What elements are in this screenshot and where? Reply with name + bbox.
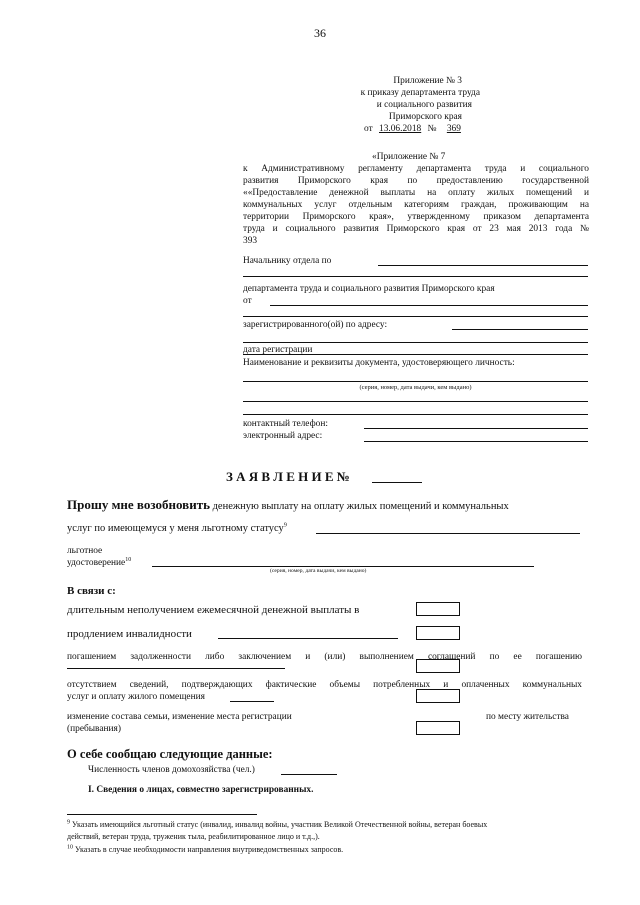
footnote-9-marker: 9 — [67, 819, 70, 826]
from-field-label: от — [243, 296, 252, 306]
reason-5-label-b: (пребывания) — [67, 724, 121, 734]
page-number: 36 — [314, 26, 326, 40]
certificate-label-2 — [67, 557, 131, 569]
from-label: от — [364, 124, 373, 134]
id-document-field-3[interactable] — [243, 414, 588, 415]
certificate-word: удостоверение — [67, 558, 126, 568]
appendix-title: Приложение № 3 — [393, 76, 462, 86]
email-label: электронный адрес: — [243, 431, 323, 441]
order-date: 13.06.2018 — [379, 124, 422, 134]
reason-1-label: длительным неполучением ежемесячной денежной выплаты в — [67, 604, 360, 616]
reason-2-field[interactable] — [218, 638, 398, 639]
reason-5-label-a: изменение состава семьи, изменение места регистрации — [67, 712, 292, 722]
applicant-name-field-2[interactable] — [243, 316, 588, 317]
head-of-department-field-2[interactable] — [243, 276, 588, 277]
footnote-9-text: Указать имеющийся льготный статус (инвалид, инвалид войны, участник Великой Отечественной войны, ветеран боевых — [70, 820, 488, 829]
reason-4-label-b: услуг и оплату жилого помещения — [67, 692, 205, 702]
reason-2-label: продлением инвалидности — [67, 628, 192, 640]
footnote-10-text: Указать в случае необходимости направления внутриведомственных запросов. — [73, 845, 344, 854]
request-lead: Прошу мне возобновить — [67, 497, 210, 512]
regulation-line-3: ««Предоставление денежной выплаты на оплату жилых помещений и — [243, 188, 589, 198]
registration-date-label: дата регистрации — [243, 345, 313, 355]
household-field[interactable] — [281, 774, 337, 775]
reason-5-checkbox[interactable] — [416, 721, 460, 735]
footnote-10-marker: 10 — [67, 844, 73, 851]
reason-4-label-a: отсутствием сведений, подтверждающих фактические объемы потребленных и оплаченных коммунальных — [67, 680, 582, 690]
registered-address-field[interactable] — [452, 329, 588, 330]
request-line-2 — [67, 522, 287, 536]
phone-label: контактный телефон: — [243, 419, 328, 429]
about-heading: О себе сообщаю следующие данные: — [67, 747, 273, 761]
regulation-line-4: коммунальных услуг отдельным категориям граждан, проживающим на — [243, 200, 589, 210]
reason-5-label-c: по месту жительства — [486, 712, 569, 722]
reason-4-field[interactable] — [230, 701, 274, 702]
benefit-status-field[interactable] — [316, 533, 580, 534]
email-field[interactable] — [364, 441, 588, 442]
order-number: 369 — [446, 124, 461, 134]
footnote-ref-10: 10 — [125, 556, 132, 563]
document-title: З А Я В Л Е Н И Е № — [226, 469, 350, 484]
certificate-field[interactable] — [152, 566, 534, 567]
appendix7-title: «Приложение № 7 — [372, 152, 446, 162]
benefit-status-label: услуг по имеющемуся у меня льготному статусу — [67, 523, 284, 534]
id-document-field-2[interactable] — [243, 401, 588, 402]
id-document-hint: (серия, номер, дата выдачи, кем выдано) — [359, 384, 472, 391]
phone-field[interactable] — [364, 428, 588, 429]
reason-4-checkbox[interactable] — [416, 689, 460, 703]
certificate-hint: (серия, номер, дата выдачи, кем выдано) — [270, 568, 367, 574]
registration-date-field[interactable] — [243, 354, 588, 355]
reason-3-label: погашением задолженности либо заключением и (или) выполнением соглашений по ее погашению — [67, 652, 582, 662]
reason-2-checkbox[interactable] — [416, 626, 460, 640]
regulation-line-7: 393 — [243, 236, 258, 246]
regulation-line-2: развития Приморского края по предоставлению государственной — [243, 176, 589, 186]
certificate-label-1: льготное — [67, 546, 103, 556]
id-document-field[interactable] — [243, 381, 588, 382]
footnote-10 — [67, 845, 343, 855]
reasons-heading: В связи с: — [67, 585, 116, 597]
application-number-field[interactable] — [372, 482, 422, 483]
regulation-line-6: труда и социального развития Приморского края от 23 мая 2013 года № — [243, 224, 589, 234]
head-of-department-field[interactable] — [378, 265, 588, 266]
registered-address-label: зарегистрированного(ой) по адресу: — [243, 320, 388, 330]
department-label: департамента труда и социального развития Приморского края — [243, 284, 495, 294]
footnote-divider — [67, 814, 257, 815]
head-of-department-label: Начальнику отдела по — [243, 256, 332, 266]
household-label: Численность членов домохозяйства (чел.) — [88, 765, 255, 775]
regulation-line-1: к Административному регламенту департамента труда и социального — [243, 164, 589, 174]
appendix-date-line — [364, 123, 461, 135]
request-rest: денежную выплату на оплату жилых помещений и коммунальных — [209, 501, 509, 512]
request-line-1 — [67, 498, 509, 514]
section-1-heading: I. Сведения о лицах, совместно зарегистрированных. — [88, 785, 314, 795]
regulation-line-5: территории Приморского края», утвержденному приказом департамента — [243, 212, 589, 222]
appendix-region-line: Приморского края — [388, 112, 462, 122]
footnote-ref-9: 9 — [283, 522, 287, 529]
appendix-order-line: к приказу департамента труда — [360, 88, 480, 98]
applicant-name-field[interactable] — [270, 305, 588, 306]
number-label: № — [427, 124, 437, 134]
reason-3-field[interactable] — [67, 668, 285, 669]
footnote-9-line-1 — [67, 820, 487, 830]
reason-3-checkbox[interactable] — [416, 659, 460, 673]
id-document-label: Наименование и реквизиты документа, удостоверяющего личность: — [243, 358, 515, 368]
footnote-9-line-2: действий, ветеран труда, труженик тыла, реабилитированное лицо и т.д.,). — [67, 832, 320, 841]
registered-address-field-2[interactable] — [243, 342, 588, 343]
reason-1-checkbox[interactable] — [416, 602, 460, 616]
appendix-dept-line: и социального развития — [376, 100, 472, 110]
